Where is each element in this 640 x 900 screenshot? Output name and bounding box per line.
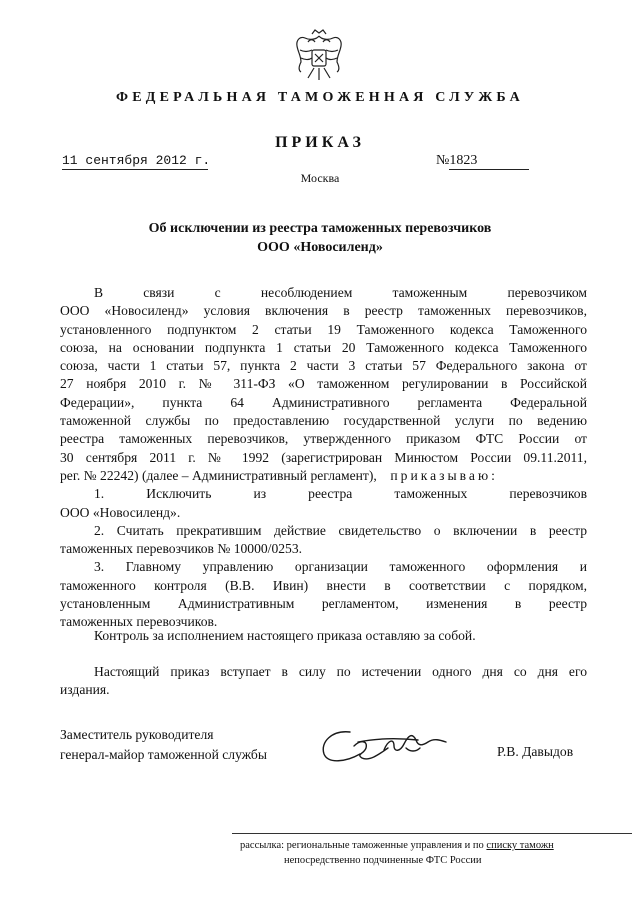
body-line: реестра таможенных перевозчиков, утвержденного приказом ФТС России от [60,431,587,447]
subject-line: Об исключении из реестра таможенных перевозчиков [148,221,492,236]
item-line: таможенного контроля (В.В. Ивин) внести в соответствии с порядком, [60,577,587,593]
body-line-text: рег. № 22242) (далее – Административный регламент), [60,467,377,483]
item-line: ООО «Новосиленд». [60,504,181,520]
item-line: установленным Административным регламентом, изменения в реестр [60,596,587,612]
item-line: 1. Исключить из реестра таможенных перевозчиков [94,486,587,502]
decree-word: приказываю: [390,467,498,483]
body-line: 27 ноября 2010 г. № 311-ФЗ «О таможенном регулировании в Российской [60,376,587,392]
subject-line: ООО «Новосиленд» [257,240,383,255]
handwritten-signature-icon [318,724,478,768]
distribution-underlined: списку таможн [486,840,554,851]
body-line: таможенной службы по предоставлению государственной услуги по ведению [60,413,587,429]
item-line: таможенных перевозчиков № 10000/0253. [60,541,303,557]
coat-of-arms-icon [292,28,346,86]
body-line: Федерации», пункта 64 Административного регламента Федеральной [60,394,587,410]
service-name: ФЕДЕРАЛЬНАЯ ТАМОЖЕННАЯ СЛУЖБА [116,90,524,105]
effect-line: Настоящий приказ вступает в силу по истечении одного дня со дня его [94,664,587,679]
signer-name: Р.В. Давыдов [497,744,574,759]
order-number-prefix: № [436,153,450,168]
effect-line: издания. [60,682,110,698]
order-body [60,284,587,632]
item-line: 3. Главному управлению организации таможенного оформления и [94,559,587,575]
distribution-line: непосредственно подчиненные ФТС России [284,855,482,866]
item-line: таможенных перевозчиков. [60,614,218,630]
order-number-field [436,153,529,170]
signer-position-line: Заместитель руководителя [60,727,214,742]
body-line: ООО «Новосиленд» условия включения в реестр таможенных перевозчиков, [60,303,587,319]
body-line: В связи с несоблюдением таможенным перевозчиком [94,285,587,300]
order-number: 1823 [449,153,529,170]
body-line: союза, на основании подпункта 1 статьи 20 Таможенного кодекса Таможенного [60,339,587,355]
signer-position [60,725,267,765]
distribution-list [240,838,640,868]
distribution-line: рассылка: региональные таможенные управления и по [240,840,484,851]
body-line [60,467,587,485]
body-line: установленного подпунктом 2 статьи 19 Таможенного кодекса Таможенного [60,321,587,337]
signer-position-line: генерал-майор таможенной службы [60,747,267,762]
item-line: 2. Считать прекратившим действие свидетельство о включении в реестр [94,522,587,538]
order-subject [0,219,640,257]
control-clause: Контроль за исполнением настоящего приказа оставляю за собой. [94,628,476,643]
document-type-title: ПРИКАЗ [275,134,365,151]
body-line: союза, части 1 статьи 57, пункта 2 части 3 статьи 57 Федерального закона от [60,358,587,374]
order-city: Москва [300,171,340,185]
body-line: 30 сентября 2011 г. № 1992 (зарегистрирован Минюстом России 09.11.2011, [60,449,587,465]
effect-clause [60,663,587,700]
order-date: 11 сентября 2012 г. [62,153,211,168]
distribution-divider [232,833,632,834]
